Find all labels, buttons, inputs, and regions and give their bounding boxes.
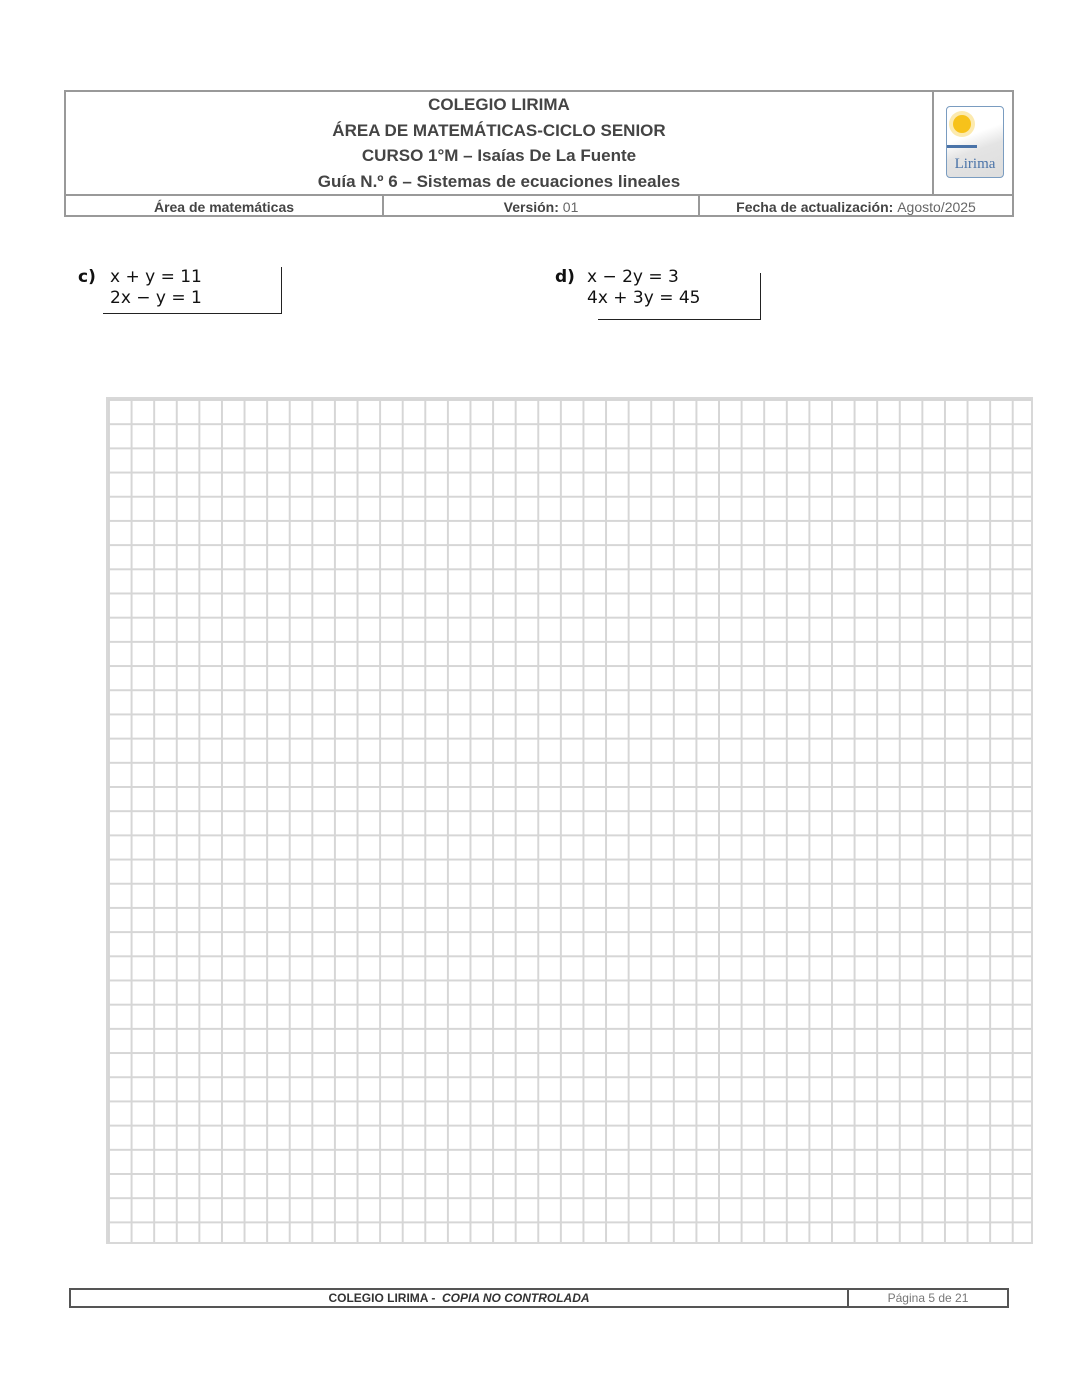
graph-paper-grid — [106, 397, 1033, 1244]
equation-1: x − 2y = 3 — [587, 267, 679, 287]
logo-bar — [947, 145, 977, 148]
footer-school — [71, 1290, 849, 1306]
area-title: ÁREA DE MATEMÁTICAS-CICLO SENIOR — [332, 120, 666, 140]
bracket — [103, 267, 282, 314]
version-cell — [384, 196, 700, 217]
document-header — [64, 90, 1014, 217]
logo-text: Lirima — [954, 156, 996, 172]
exercise-label: c) — [78, 267, 96, 287]
header-title-block — [66, 92, 934, 194]
version-label: Versión: — [503, 198, 559, 215]
date-label: Fecha de actualización: — [736, 198, 894, 215]
guide-title: Guía N.º 6 – Sistemas de ecuaciones lineales — [317, 171, 681, 191]
school-name: COLEGIO LIRIMA — [428, 95, 570, 114]
school-logo — [946, 106, 1004, 178]
bracket — [598, 273, 761, 320]
footer-school-name: COLEGIO LIRIMA - — [328, 1291, 439, 1305]
equation-1: x + y = 11 — [110, 267, 202, 287]
page-number: Página 5 de 21 — [887, 1291, 969, 1305]
sun-icon — [953, 115, 971, 133]
equation-2: 4x + 3y = 45 — [587, 288, 701, 308]
date-value: Agosto/2025 — [897, 198, 976, 215]
document-footer — [69, 1288, 1009, 1308]
exercise-label: d) — [555, 267, 575, 287]
header-info-row — [66, 194, 1012, 217]
equation-2: 2x − y = 1 — [110, 288, 202, 308]
date-cell — [700, 196, 1012, 217]
footer-copy-note: COPIA NO CONTROLADA — [442, 1291, 590, 1305]
course-title: CURSO 1°M – Isaías De La Fuente — [361, 146, 637, 165]
version-value: 01 — [562, 198, 579, 215]
area-cell: Área de matemáticas — [66, 196, 384, 217]
